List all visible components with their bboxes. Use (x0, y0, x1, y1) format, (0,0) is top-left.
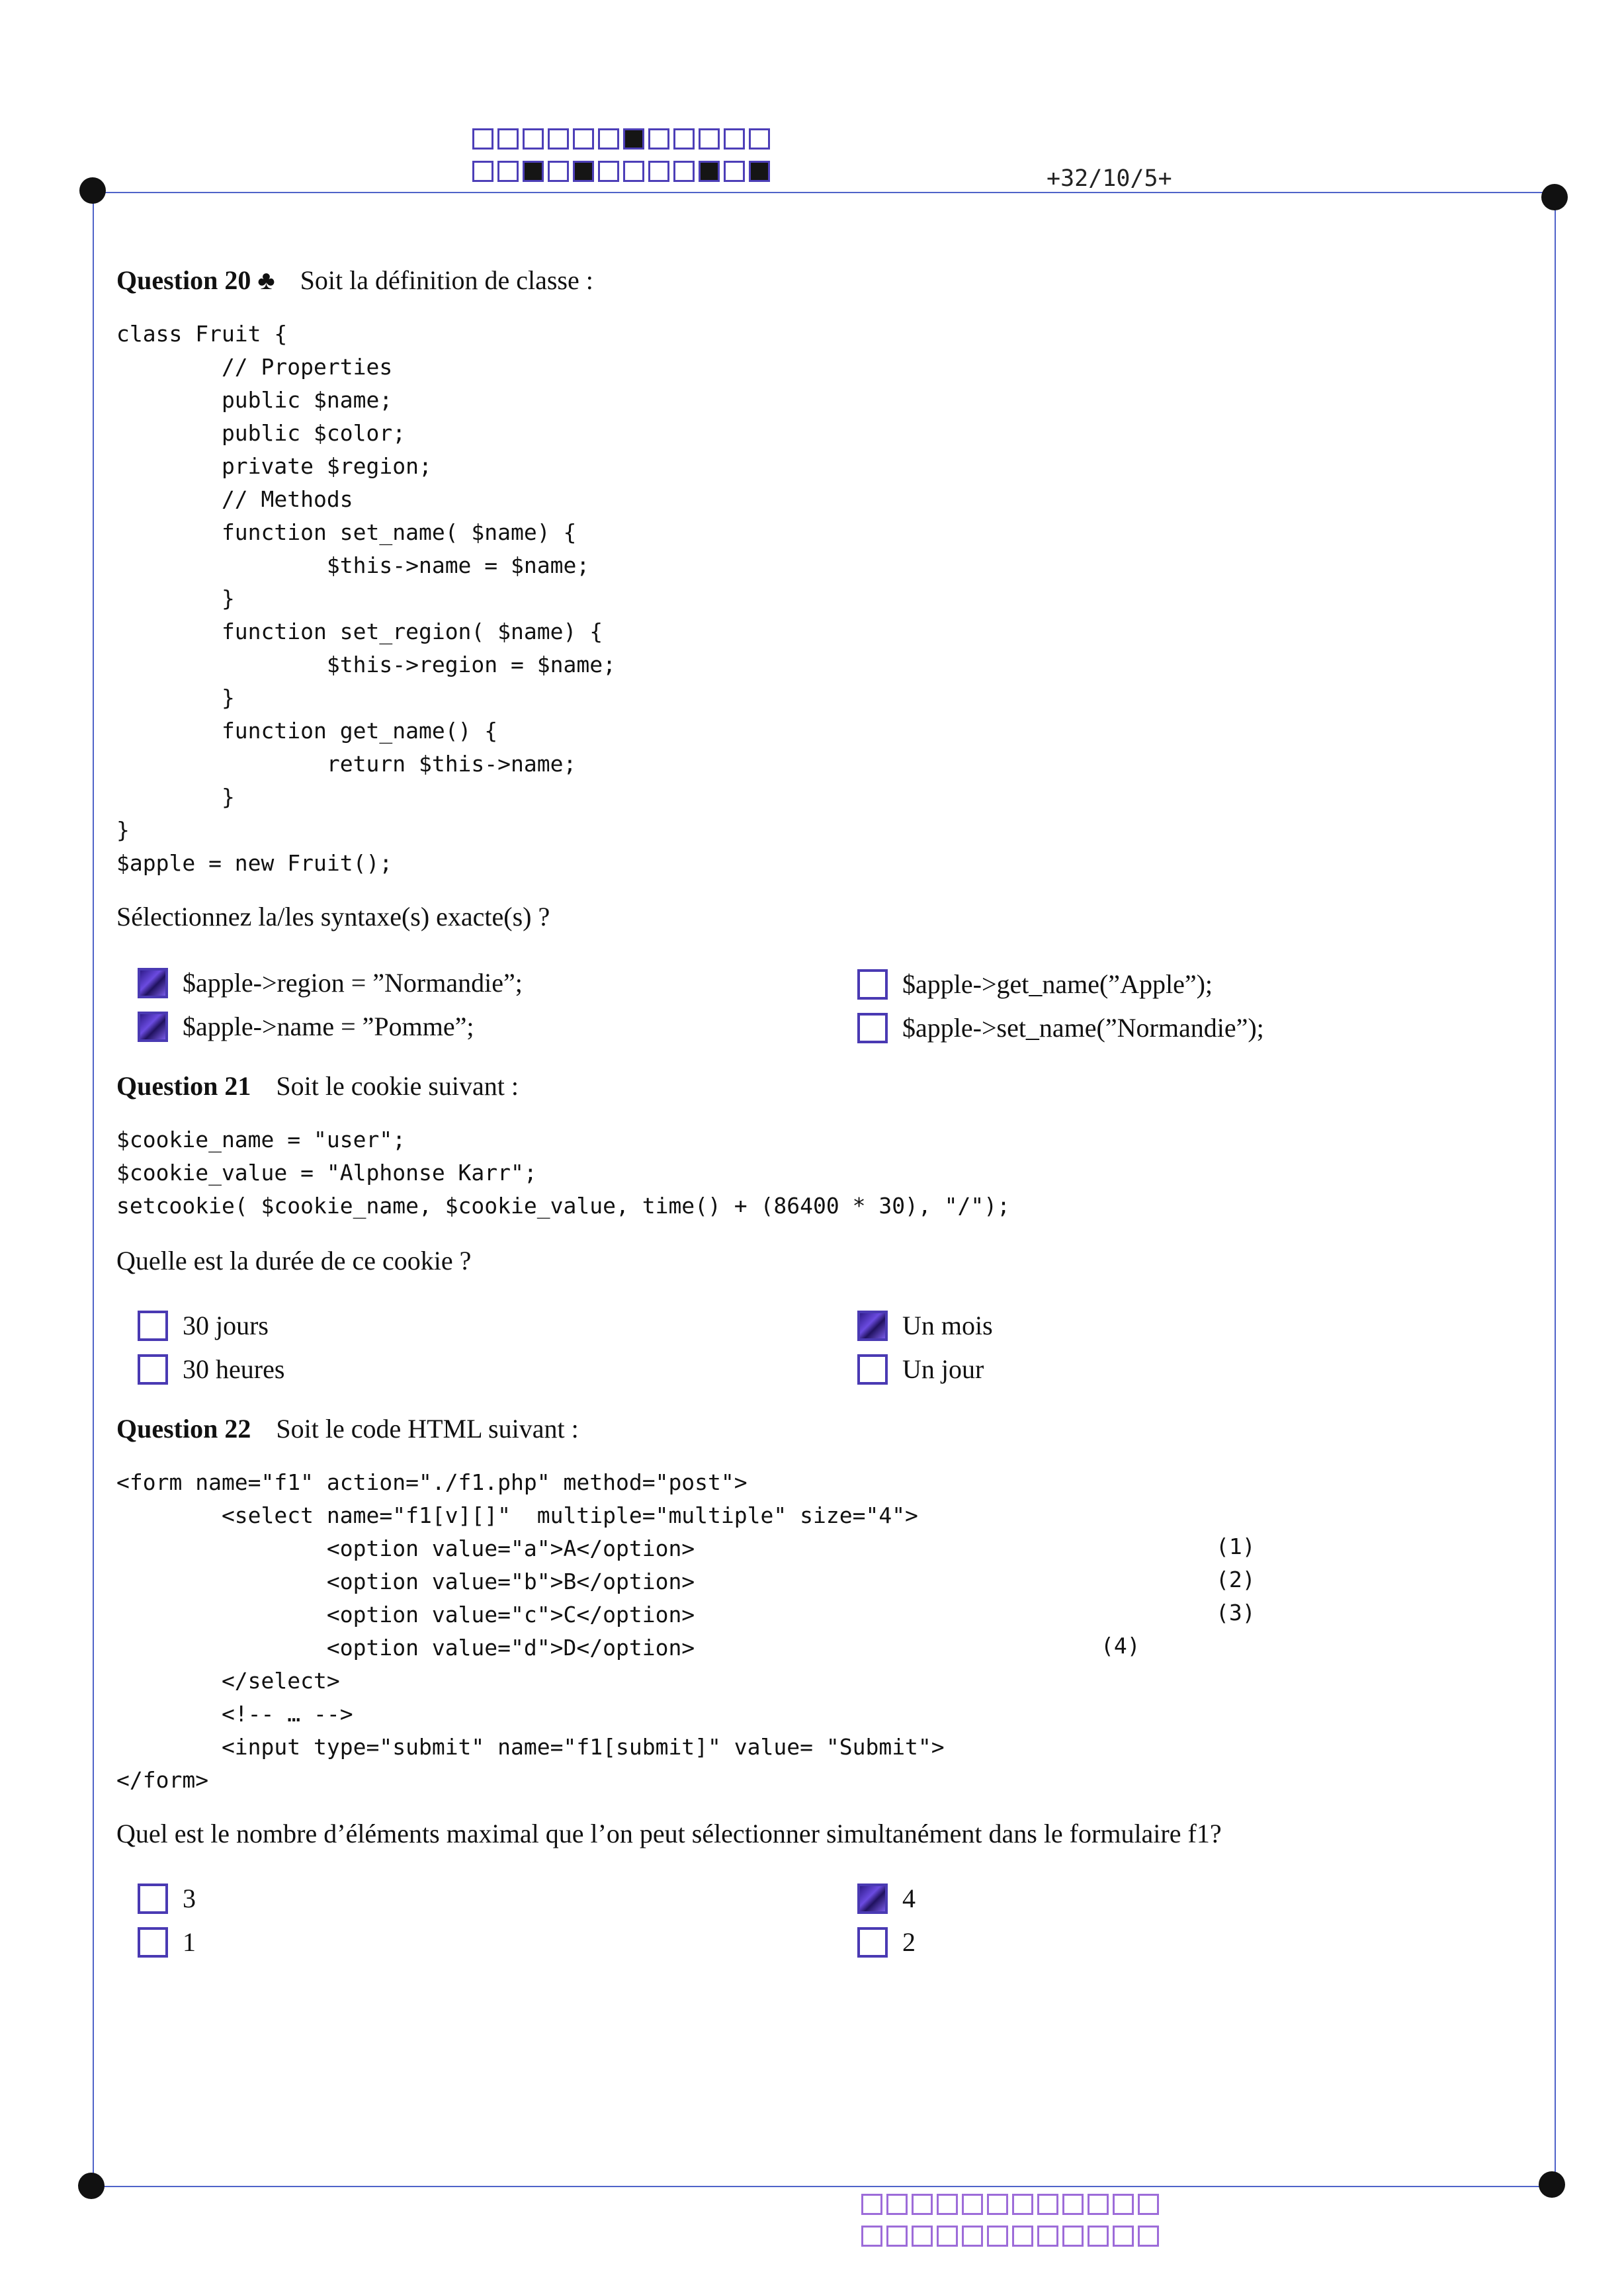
question-21-code: $cookie_name = "user"; $cookie_value = "Alphonse Karr"; setcookie( $cookie_name, $cookie_value, time() + (86400 * 30), "/"); (116, 1127, 1011, 1219)
checkbox[interactable] (138, 1012, 168, 1042)
id-box (1088, 2194, 1109, 2215)
question-20-header (116, 265, 593, 296)
id-box (623, 128, 644, 150)
id-box (699, 161, 720, 182)
id-box (648, 161, 669, 182)
choice-label: $apple->set_name(”Normandie”); (902, 1013, 1264, 1043)
corner-mark-top-right (1541, 184, 1568, 210)
question-20-code: class Fruit { // Properties public $name; public $color; private $region; // Methods function set_name( $name) { $this->name = $name; } function set_region( $name) { $this->region = $name; } function get_name() { return $this->name; } } $apple = new Fruit(); (116, 321, 616, 876)
option-marker-2: (2) (1216, 1567, 1256, 1592)
id-box (573, 161, 594, 182)
id-box (648, 128, 669, 150)
q22-choice-c[interactable] (857, 1883, 916, 1914)
q21-choice-a[interactable] (138, 1310, 269, 1341)
id-box (523, 161, 544, 182)
id-box (699, 128, 720, 150)
choice-label: $apple->name = ”Pomme”; (183, 1012, 474, 1041)
id-box (497, 161, 519, 182)
question-21-label: Question 21 (116, 1071, 251, 1101)
id-box (912, 2194, 933, 2215)
id-box (497, 128, 519, 150)
choice-label: $apple->region = ”Normandie”; (183, 968, 523, 998)
id-box (987, 2194, 1008, 2215)
id-box (1012, 2226, 1033, 2247)
question-22-header (116, 1413, 579, 1444)
id-box (937, 2194, 958, 2215)
question-21-text: Quelle est la durée de ce cookie ? (116, 1246, 472, 1276)
id-box (472, 128, 493, 150)
id-box (1037, 2226, 1058, 2247)
id-box (1037, 2194, 1058, 2215)
checkbox[interactable] (857, 1354, 888, 1385)
id-box (724, 161, 745, 182)
question-20-prompt: Soit la définition de classe : (300, 265, 593, 295)
question-22-code: <form name="f1" action="./f1.php" method="post"> <select name="f1[v][]" multiple="multiple" size="4"> <option value="a">A</option> <option value="b">B</option> <option value="c">C</option> <option value="d">D</option> </select> <!-- … --> <input type="submit" name="f1[submit]" value= "Submit"> </form> (116, 1469, 945, 1793)
checkbox[interactable] (138, 1354, 168, 1385)
option-marker-3: (3) (1216, 1600, 1256, 1625)
checkbox[interactable] (857, 1013, 888, 1043)
id-box (548, 161, 569, 182)
bottom-box-row-1 (861, 2194, 1163, 2215)
id-box (912, 2226, 933, 2247)
bottom-box-row-2 (861, 2226, 1163, 2247)
id-box (523, 128, 544, 150)
checkbox[interactable] (857, 1311, 888, 1341)
corner-mark-bottom-right (1539, 2171, 1565, 2198)
q20-choice-a[interactable] (138, 967, 523, 998)
choice-label: Un jour (902, 1354, 984, 1384)
id-box (962, 2226, 983, 2247)
option-marker-4: (4) (1101, 1633, 1140, 1659)
id-box-row-1 (472, 128, 774, 150)
id-box (1012, 2194, 1033, 2215)
choice-label: 2 (902, 1927, 916, 1957)
id-box (573, 128, 594, 150)
checkbox[interactable] (857, 1927, 888, 1958)
id-box (886, 2194, 908, 2215)
choice-label: 4 (902, 1884, 916, 1913)
checkbox[interactable] (138, 1884, 168, 1914)
choice-label: 1 (183, 1927, 196, 1957)
id-box-row-2 (472, 161, 774, 182)
id-box (1062, 2194, 1084, 2215)
q20-choice-d[interactable] (857, 1012, 1264, 1043)
option-marker-1: (1) (1216, 1534, 1256, 1559)
q21-choice-d[interactable] (857, 1354, 984, 1385)
question-21-prompt: Soit le cookie suivant : (276, 1071, 519, 1101)
question-22-prompt: Soit le code HTML suivant : (276, 1414, 579, 1444)
q20-choice-b[interactable] (138, 1011, 474, 1042)
choice-label: Un mois (902, 1311, 993, 1340)
id-box (1113, 2226, 1134, 2247)
id-box (724, 128, 745, 150)
checkbox[interactable] (138, 968, 168, 998)
choice-label: 30 heures (183, 1354, 285, 1384)
id-box (472, 161, 493, 182)
choice-label: 3 (183, 1884, 196, 1913)
choice-label: 30 jours (183, 1311, 269, 1340)
id-box (1138, 2226, 1159, 2247)
question-22-text: Quel est le nombre d’éléments maximal que l’on peut sélectionner simultanément dans le formulaire f1? (116, 1819, 1222, 1848)
id-box (1088, 2226, 1109, 2247)
id-box (548, 128, 569, 150)
question-20-label: Question 20 (116, 265, 251, 295)
id-box (962, 2194, 983, 2215)
id-box (598, 128, 619, 150)
q22-choice-d[interactable] (857, 1927, 916, 1958)
id-box (1113, 2194, 1134, 2215)
checkbox[interactable] (138, 1311, 168, 1341)
id-box (749, 161, 770, 182)
id-box (861, 2194, 882, 2215)
id-box (1138, 2194, 1159, 2215)
id-box (598, 161, 619, 182)
checkbox[interactable] (138, 1927, 168, 1958)
id-box (937, 2226, 958, 2247)
q21-choice-c[interactable] (857, 1310, 993, 1341)
q21-choice-b[interactable] (138, 1354, 284, 1385)
corner-mark-bottom-left (78, 2173, 105, 2199)
checkbox[interactable] (857, 969, 888, 1000)
id-box (886, 2226, 908, 2247)
question-20-text: Sélectionnez la/les syntaxe(s) exacte(s) ? (116, 902, 550, 931)
q22-choice-b[interactable] (138, 1927, 196, 1958)
id-box (1062, 2226, 1084, 2247)
q20-choice-c[interactable] (857, 969, 1213, 1000)
id-box (749, 128, 770, 150)
sheet-id: +32/10/5+ (1047, 165, 1172, 192)
id-box (623, 161, 644, 182)
corner-mark-top-left (79, 177, 106, 204)
q22-choice-a[interactable] (138, 1883, 196, 1914)
id-box (673, 161, 695, 182)
id-box (987, 2226, 1008, 2247)
question-22-label: Question 22 (116, 1414, 251, 1444)
id-box (673, 128, 695, 150)
checkbox[interactable] (857, 1884, 888, 1914)
question-21-header (116, 1070, 519, 1102)
club-icon: ♣ (257, 265, 275, 295)
id-box (861, 2226, 882, 2247)
choice-label: $apple->get_name(”Apple”); (902, 969, 1213, 999)
